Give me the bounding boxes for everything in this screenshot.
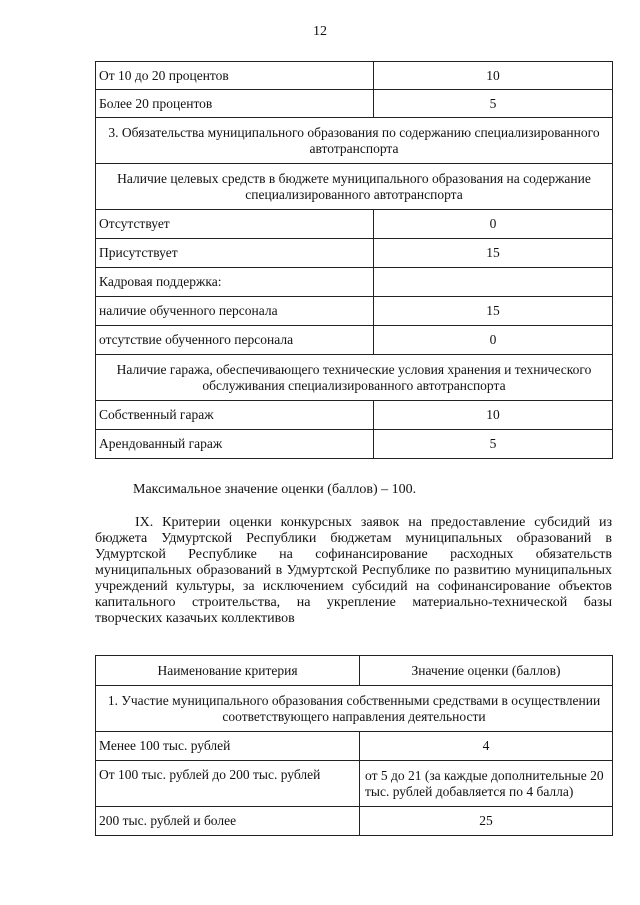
criterion-cell: 200 тыс. рублей и более [96, 807, 360, 836]
table-row [96, 732, 613, 761]
column-header-score: Значение оценки (баллов) [360, 656, 613, 686]
table-row [96, 326, 613, 355]
criterion-cell: Присутствует [96, 239, 374, 268]
column-header-criterion: Наименование критерия [96, 656, 360, 686]
table-row [96, 761, 613, 807]
table-row [96, 62, 613, 90]
score-cell: от 5 до 21 (за каждые дополнительные 20 тыс. рублей добавляется по 4 балла) [360, 761, 613, 807]
table-row [96, 210, 613, 239]
criterion-cell: От 10 до 20 процентов [96, 62, 374, 90]
criteria-table-continued [95, 61, 613, 459]
subsection-header-cell: Наличие гаража, обеспечивающего технические условия хранения и технического обслуживания специализированного автотранспорта [96, 355, 613, 401]
criterion-cell: Собственный гараж [96, 401, 374, 430]
criterion-cell: наличие обученного персонала [96, 297, 374, 326]
score-cell: 0 [374, 210, 613, 239]
score-cell: 0 [374, 326, 613, 355]
subsection-header-cell: Наличие целевых средств в бюджете муниципального образования на содержание специализированного автотранспорта [96, 164, 613, 210]
criterion-cell: Менее 100 тыс. рублей [96, 732, 360, 761]
score-cell: 10 [374, 401, 613, 430]
table-subsection-row [96, 164, 613, 210]
table-row [96, 239, 613, 268]
score-cell [374, 268, 613, 297]
table-row [96, 807, 613, 836]
section-header-cell: 3. Обязательства муниципального образования по содержанию специализированного автотранспорта [96, 118, 613, 164]
table-section-row [96, 118, 613, 164]
table-row [96, 90, 613, 118]
score-cell: 10 [374, 62, 613, 90]
max-score-text: Максимальное значение оценки (баллов) – 100. [133, 482, 417, 497]
score-cell: 25 [360, 807, 613, 836]
score-cell: 15 [374, 239, 613, 268]
table-subsection-row [96, 355, 613, 401]
table-row [96, 297, 613, 326]
table-header-row [96, 656, 613, 686]
criteria-table-ix [95, 655, 613, 836]
criterion-cell: отсутствие обученного персонала [96, 326, 374, 355]
score-cell: 15 [374, 297, 613, 326]
criterion-cell: Отсутствует [96, 210, 374, 239]
criterion-cell: От 100 тыс. рублей до 200 тыс. рублей [96, 761, 360, 807]
table-row [96, 268, 613, 297]
section-header-cell: 1. Участие муниципального образования собственными средствами в осуществлении соответствующего направления деятельности [96, 686, 613, 732]
score-cell: 4 [360, 732, 613, 761]
table-row [96, 401, 613, 430]
criterion-cell: Арендованный гараж [96, 430, 374, 459]
table-row [96, 430, 613, 459]
score-cell: 5 [374, 430, 613, 459]
score-cell: 5 [374, 90, 613, 118]
criterion-cell: Более 20 процентов [96, 90, 374, 118]
criterion-cell: Кадровая поддержка: [96, 268, 374, 297]
table-section-row [96, 686, 613, 732]
section-ix-heading: IX. Критерии оценки конкурсных заявок на предоставление субсидий из бюджета Удмуртской Республики бюджетам муниципальных образований в Удмуртской Республике на софинансирование расходных обязательств муниципальных образований в Удмуртской Республике по развитию муниципальных учреждений культуры, за исключением субсидий на софинансирование объектов капитального строительства, на укрепление материально-технической базы творческих казачьих коллективов [95, 515, 612, 626]
page-number: 12 [313, 24, 327, 39]
